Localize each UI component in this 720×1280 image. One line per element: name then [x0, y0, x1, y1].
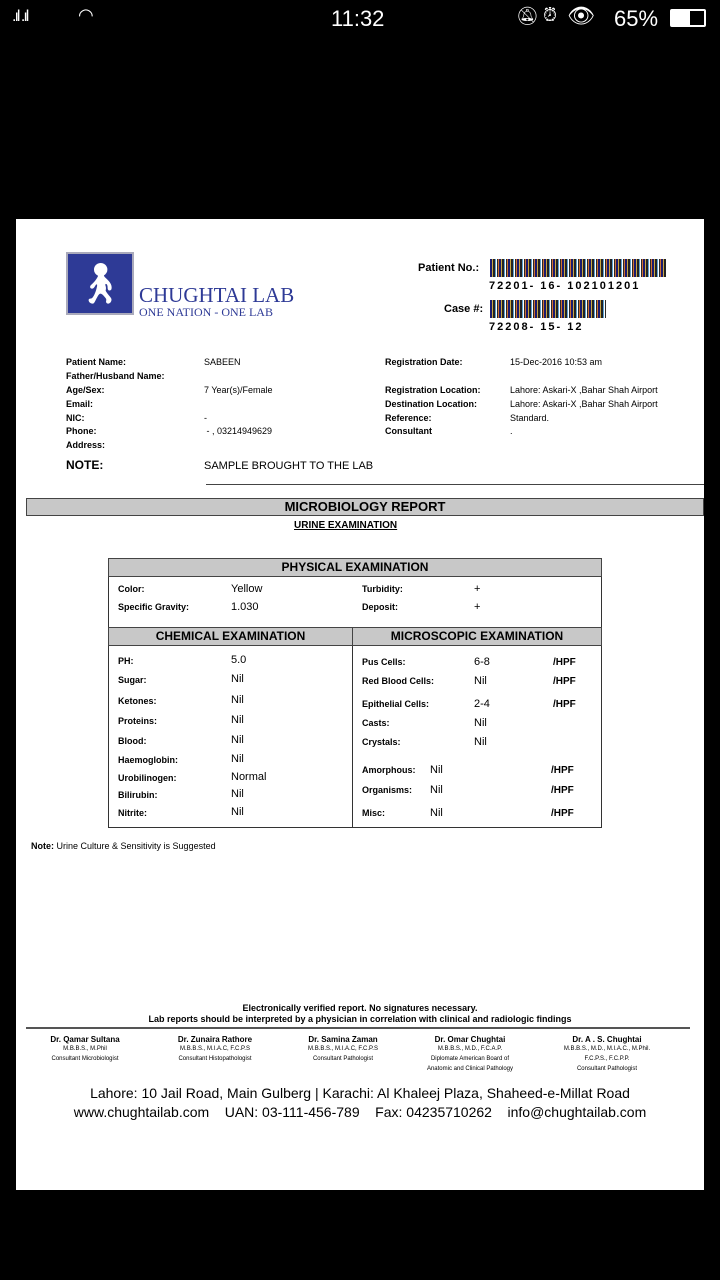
microscopic-value: 2-4 [474, 698, 490, 710]
interpret-text: Lab reports should be interpreted by a physician in correlation with clinical and radiologic findings [148, 1014, 572, 1024]
microscopic-value: Nil [474, 675, 487, 687]
verified-text: Electronically verified report. No signatures necessary. [242, 1003, 478, 1013]
microscopic-value: Nil [430, 807, 443, 819]
patient-field-value: . [510, 426, 513, 436]
alarm-icon: ⏰︎ [543, 5, 558, 25]
doctor-credential: Diplomate American Board of [430, 1056, 510, 1063]
doctor-credential: Consultant Microbiologist [51, 1056, 119, 1063]
physical-value: + [474, 583, 481, 595]
patient-field-value: SABEEN [204, 357, 241, 367]
patient-field-value: 7 Year(s)/Female [204, 385, 273, 395]
doctor-name: Dr. Zunaira Rathore [177, 1035, 253, 1044]
chemical-label: Urobilinogen: [118, 773, 177, 783]
physical-label: Color: [118, 584, 145, 594]
doctor-card [280, 1035, 406, 1064]
physical-label: Turbidity: [362, 584, 403, 594]
doctor-card [407, 1035, 533, 1074]
microscopic-label: Casts: [362, 718, 390, 728]
patient-field-label: Reference: [385, 413, 432, 423]
microscopic-unit: /HPF [553, 676, 576, 687]
microscopic-value: 6-8 [474, 656, 490, 668]
report-note [31, 841, 216, 851]
case-barcode [490, 300, 606, 318]
patient-field-label: NIC: [66, 413, 85, 423]
chemical-value: Nil [231, 694, 244, 706]
doctor-credential: F.C.P.S., F.C.P.P. [584, 1056, 630, 1063]
chemical-value: Nil [231, 788, 244, 800]
chemical-label: Proteins: [118, 716, 158, 726]
doctor-name: Dr. Qamar Sultana [50, 1035, 120, 1044]
physical-value: + [474, 601, 481, 613]
chemical-value: Nil [231, 753, 244, 765]
microscopic-label: Epithelial Cells: [362, 699, 430, 709]
chemical-label: Haemoglobin: [118, 755, 178, 765]
patient-field-value: 15-Dec-2016 10:53 am [510, 357, 603, 367]
patient-field-value: Lahore: Askari-X ,Bahar Shah Airport [510, 399, 658, 409]
chemical-label: Nitrite: [118, 808, 147, 818]
doctor-credential: Anatomic and Clinical Pathology [426, 1066, 514, 1073]
wifi-icon: ◠ [78, 5, 94, 25]
microscopic-label: Red Blood Cells: [362, 676, 435, 686]
patient-field-label: Patient Name: [66, 357, 127, 367]
eye-icon: 👁︎ [567, 3, 595, 28]
microscopic-header: MICROSCOPIC EXAMINATION [352, 627, 602, 646]
microscopic-unit: /HPF [551, 808, 574, 819]
microscopic-unit: /HPF [551, 765, 574, 776]
patient-field-label: Father/Husband Name: [66, 371, 165, 381]
signal-icon: .ıl .ıl [12, 8, 28, 25]
doctor-credential: Consultant Histopathologist [178, 1056, 252, 1063]
patient-field-value: Lahore: Askari-X ,Bahar Shah Airport [510, 385, 658, 395]
patient-barcode [490, 259, 666, 277]
microscopic-label: Misc: [362, 808, 386, 818]
patient-field-label: Registration Location: [385, 385, 481, 395]
patient-no: 72201- 16- 102101201 [489, 280, 641, 292]
report-subtitle: URINE EXAMINATION [294, 520, 398, 531]
doctor-credential: M.B.B.S., M.D., M.I.A.C., M.Phil. [563, 1046, 651, 1053]
chemical-label: Bilirubin: [118, 790, 158, 800]
note-text: SAMPLE BROUGHT TO THE LAB [204, 460, 374, 472]
column-divider [352, 646, 353, 828]
chemical-value: Nil [231, 673, 244, 685]
note-label: NOTE: [66, 458, 104, 472]
footer-address: Lahore: 10 Jail Road, Main Gulberg | Karachi: Al Khaleej Plaza, Shaheed-e-Millat Road [90, 1085, 630, 1101]
battery-icon [670, 9, 706, 27]
doctor-card [152, 1035, 278, 1064]
patient-field-label: Consultant [385, 426, 432, 436]
logo-name: CHUGHTAI LAB [139, 283, 295, 307]
doctor-credential: M.B.B.S., M.Phil [63, 1046, 107, 1053]
doctor-credential: M.B.B.S., M.I.A.C, F.C.P.S [308, 1046, 378, 1053]
case-label: Case #: [444, 303, 484, 315]
divider [206, 484, 704, 485]
doctor-name: Dr. Samina Zaman [308, 1035, 378, 1044]
chemical-label: Sugar: [118, 675, 147, 685]
microscopic-value: Nil [430, 764, 443, 776]
microscopic-value: Nil [474, 736, 487, 748]
chemical-value: Nil [231, 714, 244, 726]
doctor-name: Dr. A . S. Chughtai [572, 1035, 642, 1044]
doctor-credential: Consultant Pathologist [312, 1056, 374, 1063]
case-no: 72208- 15- 12 [489, 321, 584, 333]
footer-divider [26, 1027, 690, 1029]
patient-field-value: - [204, 413, 207, 423]
microscopic-value: Nil [474, 717, 487, 729]
chemical-header: CHEMICAL EXAMINATION [108, 627, 353, 646]
microscopic-label: Organisms: [362, 785, 413, 795]
logo-tagline: ONE NATION - ONE LAB [139, 305, 273, 319]
patient-field-label: Phone: [66, 426, 97, 436]
doctor-credential: M.B.B.S., M.I.A.C, F.C.P.S [180, 1046, 250, 1053]
doctor-credential: M.B.B.S., M.D., F.C.A.P. [437, 1046, 503, 1053]
chemical-label: Blood: [118, 736, 147, 746]
patient-field-value: - , 03214949629 [204, 426, 273, 436]
microscopic-label: Crystals: [362, 737, 401, 747]
walking-man-icon: 🚶︎ [74, 262, 126, 306]
battery-percent: 65% [614, 6, 659, 31]
report-note-label: Note: [31, 841, 54, 851]
footer-contact: www.chughtailab.com UAN: 03-111-456-789 Fax: 04235710262 info@chughtailab.com [73, 1104, 647, 1120]
results-table [108, 558, 602, 828]
report-note-text: Urine Culture & Sensitivity is Suggested [56, 841, 216, 851]
clock: 11:32 [331, 6, 385, 31]
patient-field-label: Registration Date: [385, 357, 463, 367]
report-title: MICROBIOLOGY REPORT [26, 498, 704, 516]
microscopic-unit: /HPF [553, 699, 576, 710]
physical-value: 1.030 [231, 601, 259, 613]
patient-field-label: Address: [66, 440, 106, 450]
patient-field-label: Email: [66, 399, 94, 409]
doctor-card [544, 1035, 670, 1074]
physical-label: Specific Gravity: [118, 602, 190, 612]
chemical-value: 5.0 [231, 654, 247, 666]
microscopic-label: Pus Cells: [362, 657, 406, 667]
report-page [16, 219, 704, 1190]
doctor-credential: Consultant Pathologist [576, 1066, 638, 1073]
patient-field-label: Destination Location: [385, 399, 477, 409]
microscopic-unit: /HPF [553, 657, 576, 668]
patient-field-label: Age/Sex: [66, 385, 105, 395]
microscopic-label: Amorphous: [362, 765, 416, 775]
physical-value: Yellow [231, 583, 263, 595]
chemical-value: Nil [231, 734, 244, 746]
doctor-name: Dr. Omar Chughtai [434, 1035, 506, 1044]
logo [66, 252, 134, 315]
physical-label: Deposit: [362, 602, 398, 612]
chemical-label: Ketones: [118, 696, 157, 706]
mute-icon: 🔕︎ [516, 6, 539, 26]
microscopic-unit: /HPF [551, 785, 574, 796]
chemical-value: Normal [231, 771, 267, 783]
chemical-value: Nil [231, 806, 244, 818]
chemical-label: PH: [118, 656, 134, 666]
doctor-card [22, 1035, 148, 1064]
microscopic-value: Nil [430, 784, 443, 796]
patient-field-value: Standard. [510, 413, 550, 423]
patient-no-label: Patient No.: [418, 262, 480, 274]
physical-header: PHYSICAL EXAMINATION [108, 558, 602, 577]
